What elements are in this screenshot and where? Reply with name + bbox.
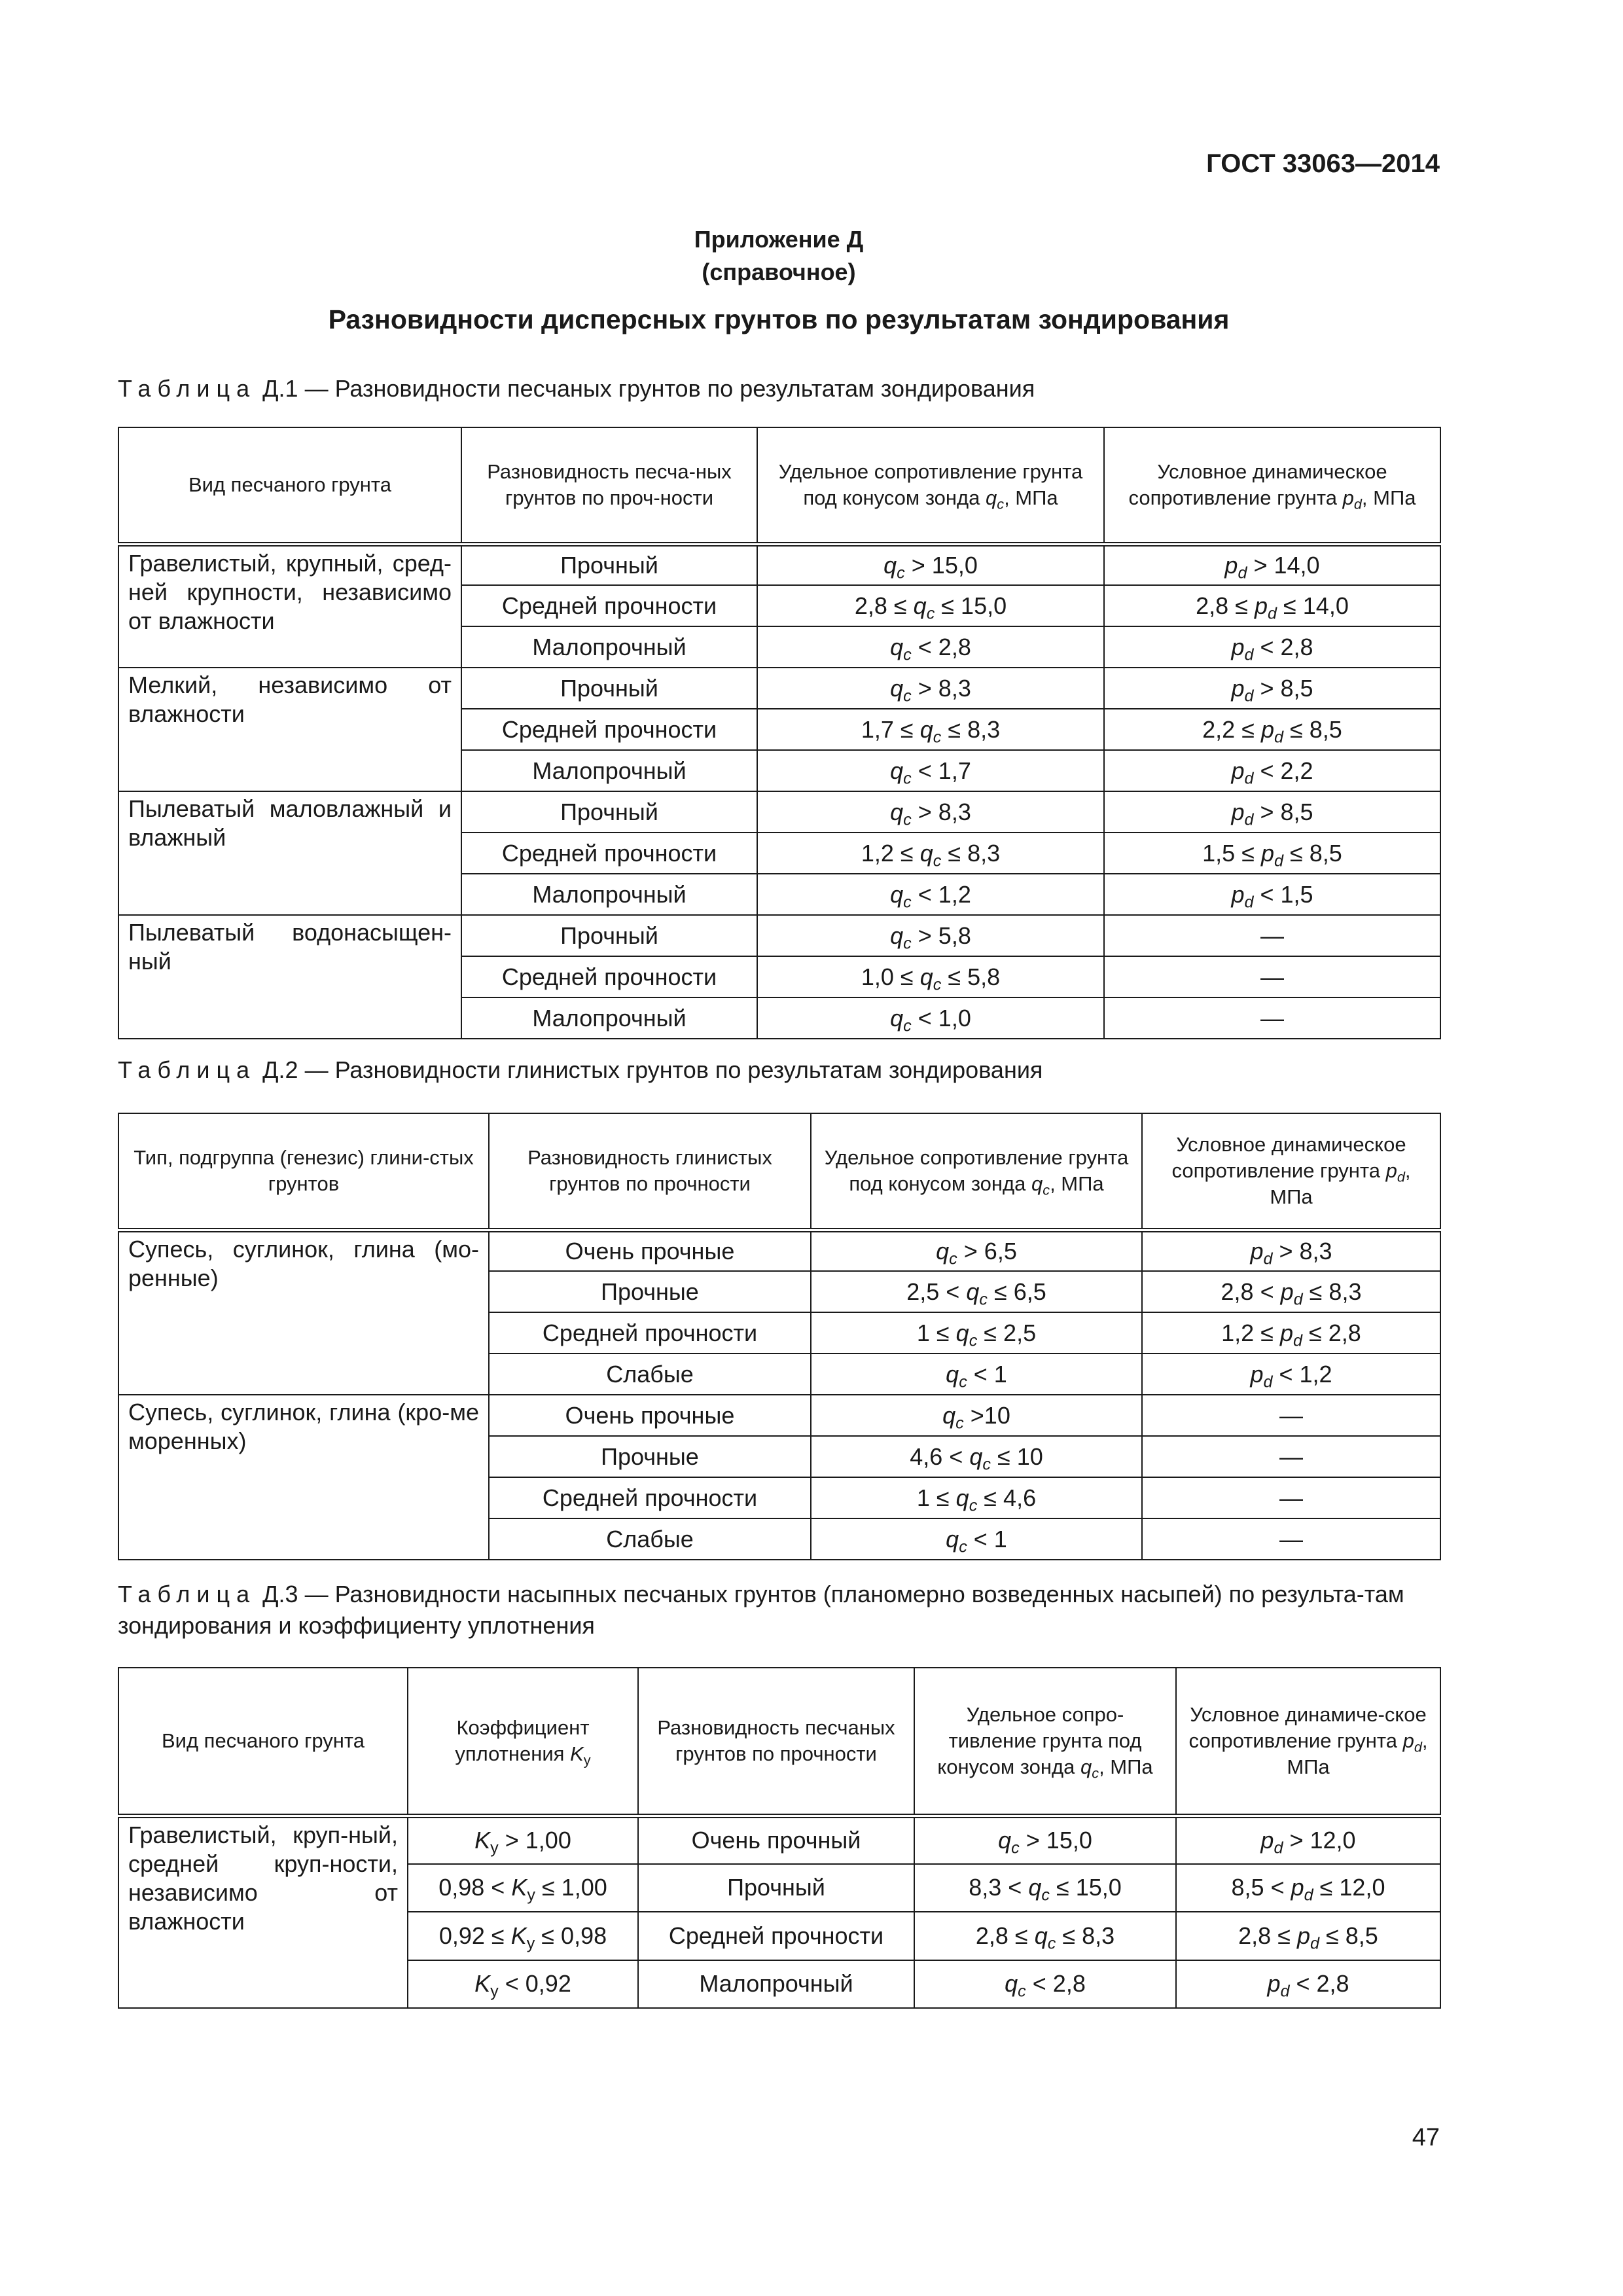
table-cell: $0,92 \le K_y \le 0,98$ bbox=[408, 1912, 638, 1960]
table3-header-cell: Разновидность песчаных грунтов по прочности bbox=[638, 1668, 914, 1816]
table3-header-cell: Удельное сопро-тивление грунта под конусом зонда $q_c$, МПа bbox=[914, 1668, 1176, 1816]
table-cell: Очень прочные bbox=[489, 1395, 811, 1436]
table-cell: $1,5 \le p_d \le 8,5$ bbox=[1104, 833, 1440, 874]
table3-caption-text: Д.3 — Разновидности насыпных песчаных грунтов (планомерно возведенных насыпей) по результа-там зондирования и коэффициенту уплотнения bbox=[118, 1581, 1404, 1639]
table-cell: $q_c < 1$ bbox=[811, 1354, 1142, 1395]
table-cell: $q_c < 1,0$ bbox=[757, 997, 1104, 1039]
table-cell: Прочный bbox=[461, 915, 757, 956]
table-cell: $1,7 \le q_c \le 8,3$ bbox=[757, 709, 1104, 750]
table-cell: $q_c > 5,8$ bbox=[757, 915, 1104, 956]
table-row bbox=[118, 1395, 1440, 1436]
table-cell: $4,6 < q_c \le 10$ bbox=[811, 1436, 1142, 1477]
table-cell: $2,8 \le p_d \le 14,0$ bbox=[1104, 585, 1440, 626]
table-cell: $2,8 \le q_c \le 8,3$ bbox=[914, 1912, 1176, 1960]
table-cell: $1 \le q_c \le 4,6$ bbox=[811, 1477, 1142, 1518]
table-cell: Слабые bbox=[489, 1518, 811, 1560]
table-row bbox=[118, 668, 1440, 709]
table-cell: $q_c < 2,8$ bbox=[914, 1960, 1176, 2009]
table2-header-cell: Тип, подгруппа (генезис) глини-стых грунтов bbox=[118, 1113, 489, 1230]
appendix-note: (справочное) bbox=[702, 259, 856, 285]
table1 bbox=[118, 427, 1441, 1039]
table-cell: Средней прочности bbox=[461, 585, 757, 626]
table-cell: Средней прочности bbox=[489, 1477, 811, 1518]
table-cell: $1 \le q_c \le 2,5$ bbox=[811, 1312, 1142, 1354]
table3-header-cell: Условное динамиче-ское сопротивление грунта $p_d$, МПа bbox=[1176, 1668, 1440, 1816]
table-cell: $q_c < 1,2$ bbox=[757, 874, 1104, 915]
table-cell: Слабые bbox=[489, 1354, 811, 1395]
table-row bbox=[118, 791, 1440, 833]
table1-caption-prefix: Таблица bbox=[118, 375, 257, 402]
table-cell: $1,2 \le p_d \le 2,8$ bbox=[1142, 1312, 1440, 1354]
table-cell: $q_c > 15,0$ bbox=[914, 1816, 1176, 1864]
table-cell: $p_d > 8,5$ bbox=[1104, 791, 1440, 833]
table-cell: $p_d > 14,0$ bbox=[1104, 544, 1440, 585]
table-cell: Средней прочности bbox=[638, 1912, 914, 1960]
table-cell: Малопрочный bbox=[461, 874, 757, 915]
table-cell: — bbox=[1104, 997, 1440, 1039]
table2-header-row bbox=[118, 1113, 1440, 1230]
table3-caption bbox=[118, 1579, 1440, 1641]
table-cell: $p_d < 2,8$ bbox=[1176, 1960, 1440, 2009]
table-cell: Прочные bbox=[489, 1271, 811, 1312]
table-cell: $p_d > 8,3$ bbox=[1142, 1230, 1440, 1271]
table-row bbox=[118, 544, 1440, 585]
table-cell: $8,3 < q_c \le 15,0$ bbox=[914, 1864, 1176, 1912]
table-cell: $K_y < 0,92$ bbox=[408, 1960, 638, 2009]
table1-header-row bbox=[118, 427, 1440, 544]
appendix-heading: Разновидности дисперсных грунтов по результатам зондирования bbox=[328, 304, 1230, 334]
table2-header-cell: Удельное сопротивление грунта под конусом зонда $q_c$, МПа bbox=[811, 1113, 1142, 1230]
table-cell: $p_d > 12,0$ bbox=[1176, 1816, 1440, 1864]
table-cell: $q_c > 8,3$ bbox=[757, 668, 1104, 709]
table2-caption bbox=[118, 1054, 1440, 1086]
table1-header-cell: Разновидность песча-ных грунтов по проч-ности bbox=[461, 427, 757, 544]
table-cell: $8,5 < p_d \le 12,0$ bbox=[1176, 1864, 1440, 1912]
table-cell: Средней прочности bbox=[461, 833, 757, 874]
table-cell: $1,0 \le q_c \le 5,8$ bbox=[757, 956, 1104, 997]
table-cell: Прочные bbox=[489, 1436, 811, 1477]
table2-header-cell: Условное динамическое сопротивление грунта $p_d$, МПа bbox=[1142, 1113, 1440, 1230]
table2 bbox=[118, 1113, 1441, 1560]
table3-header-cell: Коэффициент уплотнения $K_y$ bbox=[408, 1668, 638, 1816]
table1-header-cell: Условное динамическое сопротивление грунта $p_d$, МПа bbox=[1104, 427, 1440, 544]
table3-header-cell: Вид песчаного грунта bbox=[118, 1668, 408, 1816]
table-cell: Очень прочный bbox=[638, 1816, 914, 1864]
table-cell: $K_y > 1,00$ bbox=[408, 1816, 638, 1864]
table-cell: $2,2 \le p_d \le 8,5$ bbox=[1104, 709, 1440, 750]
table3 bbox=[118, 1667, 1441, 2009]
table3-header-row bbox=[118, 1668, 1440, 1816]
soil-type-cell: Гравелистый, круп-ный, средней круп-ности, независимо от влажности bbox=[118, 1816, 408, 2008]
soil-type-cell: Супесь, суглинок, глина (кро-ме моренных) bbox=[118, 1395, 489, 1560]
table-cell: $p_d < 2,2$ bbox=[1104, 750, 1440, 791]
soil-type-cell: Пылеватый маловлажный и влажный bbox=[118, 791, 461, 915]
soil-type-cell: Гравелистый, крупный, сред-ней крупности, независимо от влажности bbox=[118, 544, 461, 668]
table-cell: — bbox=[1142, 1395, 1440, 1436]
table-row bbox=[118, 915, 1440, 956]
table-cell: $p_d < 1,5$ bbox=[1104, 874, 1440, 915]
table-cell: $2,8 \le p_d \le 8,5$ bbox=[1176, 1912, 1440, 1960]
table-cell: $q_c < 1$ bbox=[811, 1518, 1142, 1560]
table-cell: — bbox=[1142, 1477, 1440, 1518]
table1-header-cell: Вид песчаного грунта bbox=[118, 427, 461, 544]
table-cell: Малопрочный bbox=[461, 997, 757, 1039]
table-cell: Прочный bbox=[461, 668, 757, 709]
table2-caption-text: Д.2 — Разновидности глинистых грунтов по результатам зондирования bbox=[262, 1056, 1043, 1083]
table-cell: Прочный bbox=[461, 791, 757, 833]
soil-type-cell: Мелкий, независимо от влажности bbox=[118, 668, 461, 791]
table-cell: Средней прочности bbox=[461, 956, 757, 997]
table-cell: Малопрочный bbox=[461, 750, 757, 791]
table-cell: Средней прочности bbox=[461, 709, 757, 750]
table-cell: Средней прочности bbox=[489, 1312, 811, 1354]
table2-header-cell: Разновидность глинистых грунтов по прочности bbox=[489, 1113, 811, 1230]
table-cell: $p_d < 2,8$ bbox=[1104, 626, 1440, 668]
table-cell: $2,5 < q_c \le 6,5$ bbox=[811, 1271, 1142, 1312]
table-row bbox=[118, 1230, 1440, 1271]
table-cell: Малопрочный bbox=[638, 1960, 914, 2009]
table-cell: — bbox=[1104, 956, 1440, 997]
page-number: 47 bbox=[1412, 2124, 1440, 2151]
table-cell: $1,2 \le q_c \le 8,3$ bbox=[757, 833, 1104, 874]
table-cell: $2,8 \le q_c \le 15,0$ bbox=[757, 585, 1104, 626]
table1-caption bbox=[118, 373, 1440, 404]
appendix-title: Приложение Д bbox=[694, 226, 864, 253]
table-cell: $q_c >10$ bbox=[811, 1395, 1142, 1436]
table-cell: $q_c < 2,8$ bbox=[757, 626, 1104, 668]
table-cell: $p_d > 8,5$ bbox=[1104, 668, 1440, 709]
table-cell: $0,98 < K_y \le 1,00$ bbox=[408, 1864, 638, 1912]
soil-type-cell: Пылеватый водонасыщен-ный bbox=[118, 915, 461, 1039]
table-cell: — bbox=[1142, 1518, 1440, 1560]
table-cell: — bbox=[1142, 1436, 1440, 1477]
table-cell: $q_c > 6,5$ bbox=[811, 1230, 1142, 1271]
table-cell: $q_c < 1,7$ bbox=[757, 750, 1104, 791]
soil-type-cell: Супесь, суглинок, глина (мо-ренные) bbox=[118, 1230, 489, 1395]
table-cell: Прочный bbox=[638, 1864, 914, 1912]
table-row bbox=[118, 1816, 1440, 1864]
table1-header-cell: Удельное сопротивление грунта под конусом зонда $q_c$, МПа bbox=[757, 427, 1104, 544]
table-cell: Малопрочный bbox=[461, 626, 757, 668]
table-cell: — bbox=[1104, 915, 1440, 956]
document-standard-number: ГОСТ 33063—2014 bbox=[1206, 149, 1440, 178]
table-cell: $p_d < 1,2$ bbox=[1142, 1354, 1440, 1395]
table-cell: $q_c > 15,0$ bbox=[757, 544, 1104, 585]
table-cell: $2,8 < p_d \le 8,3$ bbox=[1142, 1271, 1440, 1312]
table-cell: $q_c > 8,3$ bbox=[757, 791, 1104, 833]
table1-caption-text: Д.1 — Разновидности песчаных грунтов по результатам зондирования bbox=[262, 375, 1035, 402]
table2-caption-prefix: Таблица bbox=[118, 1056, 257, 1083]
table-cell: Прочный bbox=[461, 544, 757, 585]
table-cell: Очень прочные bbox=[489, 1230, 811, 1271]
table3-caption-prefix: Таблица bbox=[118, 1581, 257, 1607]
